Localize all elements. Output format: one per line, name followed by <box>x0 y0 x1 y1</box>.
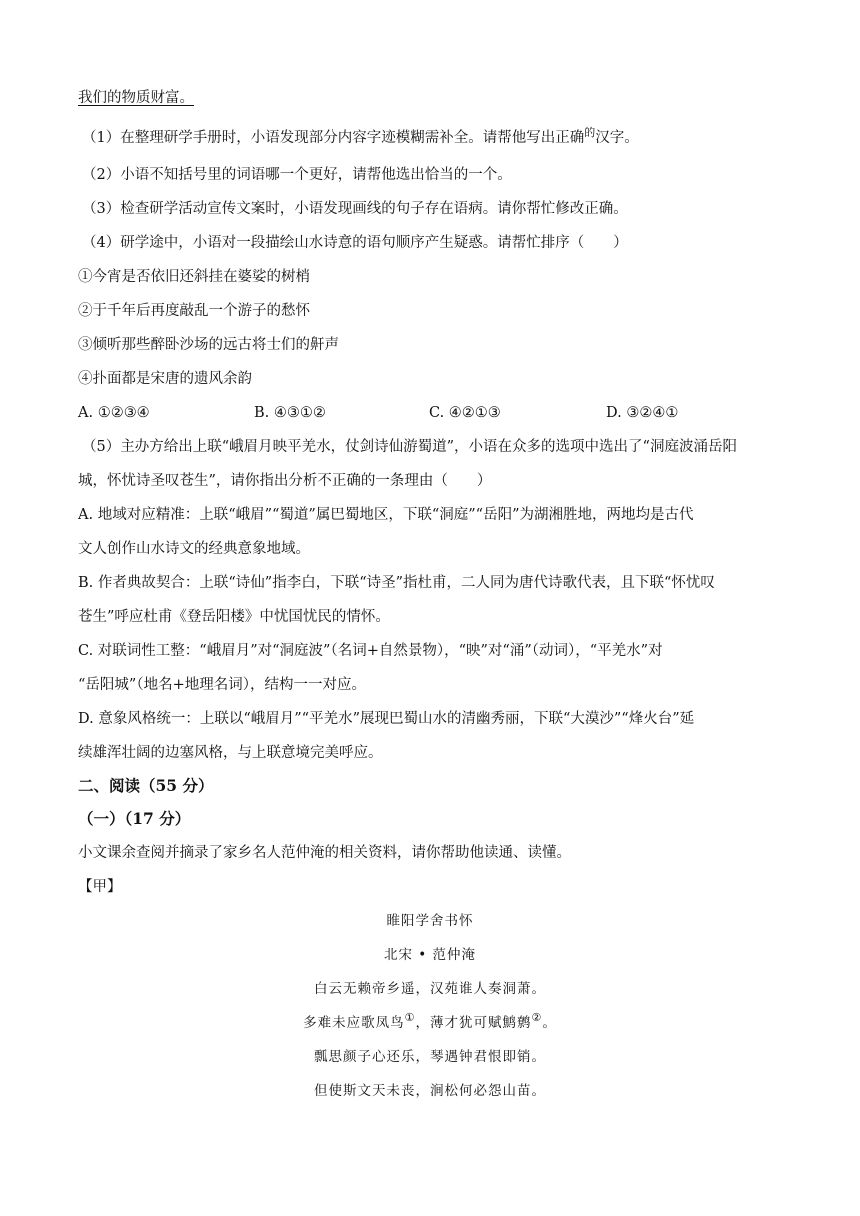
question-5-line-1: （5）主办方给出上联“峨眉月映平羌水，仗剑诗仙游蜀道”，小语在众多的选项中选出了“洞庭波涌岳阳 <box>82 439 737 455</box>
answer-c-line-2: “岳阳城”（地名+地理名词），结构一一对应。 <box>78 677 366 693</box>
option-b: B. ④③①② <box>254 405 326 421</box>
question-2: （2）小语不知括号里的词语哪一个更好，请帮他选出恰当的一个。 <box>82 167 512 183</box>
footnote-marker-2: ② <box>531 1011 543 1024</box>
poem-author: 北宋 • 范仲淹 <box>383 947 477 963</box>
answer-d-line-2: 续雄浑壮阔的边塞风格，与上联意境完美呼应。 <box>78 745 383 761</box>
question-1-tail: 汉字。 <box>595 130 639 146</box>
answer-c-line-1: C. 对联词性工整：“峨眉月”对“洞庭波”（名词+自然景物），“映”对“涌”（动词），“平羌水”对 <box>78 643 663 659</box>
sentence-1: ①今宵是否依旧还斜挂在婆娑的树梢 <box>78 269 310 285</box>
question-1-superscript: 的 <box>584 126 596 139</box>
option-a: A. ①②③④ <box>78 405 150 421</box>
poem-line-1: 白云无赖帝乡遥，汉苑谁人奏洞萧。 <box>314 981 546 997</box>
footnote-marker-1: ① <box>404 1011 416 1024</box>
poem-line-2-part-1: 多难未应歌凤鸟 <box>303 1015 405 1031</box>
question-1 <box>82 128 788 149</box>
option-c: C. ④②①③ <box>429 405 501 421</box>
answer-b-line-1: B. 作者典故契合：上联“诗仙”指李白，下联“诗圣”指杜甫，二人同为唐代诗歌代表，且下联“怀忧叹 <box>78 575 715 591</box>
poem-line-2-part-2: ，薄才犹可赋鹪鹩 <box>415 1015 532 1031</box>
question-3: （3）检查研学活动宣传文案时，小语发现画线的句子存在语病。请你帮忙修改正确。 <box>82 201 628 217</box>
subsection-heading: （一）（17 分） <box>78 809 191 828</box>
sentence-2: ②于千年后再度敲乱一个游子的愁怀 <box>78 303 310 319</box>
sentence-4: ④扑面都是宋唐的遗风余韵 <box>78 371 252 387</box>
poem-title: 睢阳学舍书怀 <box>386 913 474 929</box>
poem-line-3: 瓢思颜子心还乐，琴遇钟君恨即销。 <box>314 1049 546 1065</box>
source-label: 【甲】 <box>78 879 122 895</box>
question-4: （4）研学途中，小语对一段描绘山水诗意的语句顺序产生疑惑。请帮忙排序（ ） <box>82 235 628 251</box>
poem-line-2 <box>0 1013 860 1034</box>
intro-text: 小文课余查阅并摘录了家乡名人范仲淹的相关资料，请你帮助他读通、读懂。 <box>78 845 571 861</box>
question-5-line-2: 城，怀忧诗圣叹苍生”，请你指出分析不正确的一条理由（ ） <box>78 473 492 489</box>
text-line: 我们的物质财富。 <box>78 90 194 106</box>
section-heading: 二、阅读（55 分） <box>78 776 214 795</box>
answer-a-line-1: A. 地域对应精准：上联“峨眉”“蜀道”属巴蜀地区，下联“洞庭”“岳阳”为湖湘胜地，两地均是古代 <box>78 507 694 523</box>
option-d: D. ③②④① <box>606 405 679 421</box>
answer-d-line-1: D. 意象风格统一：上联以“峨眉月”“平羌水”展现巴蜀山水的清幽秀丽，下联“大漠沙”“烽火台”延 <box>78 711 695 727</box>
answer-b-line-2: 苍生”呼应杜甫《登岳阳楼》中忧国忧民的情怀。 <box>78 609 390 625</box>
question-1-text: （1）在整理研学手册时，小语发现部分内容字迹模糊需补全。请帮他写出正确 <box>82 130 585 146</box>
poem-line-2-part-3: 。 <box>542 1015 557 1031</box>
sentence-3: ③倾听那些醉卧沙场的远古将士们的鼾声 <box>78 337 339 353</box>
answer-a-line-2: 文人创作山水诗文的经典意象地域。 <box>78 541 310 557</box>
poem-line-4: 但使斯文天未丧，涧松何必怨山苗。 <box>314 1083 546 1099</box>
